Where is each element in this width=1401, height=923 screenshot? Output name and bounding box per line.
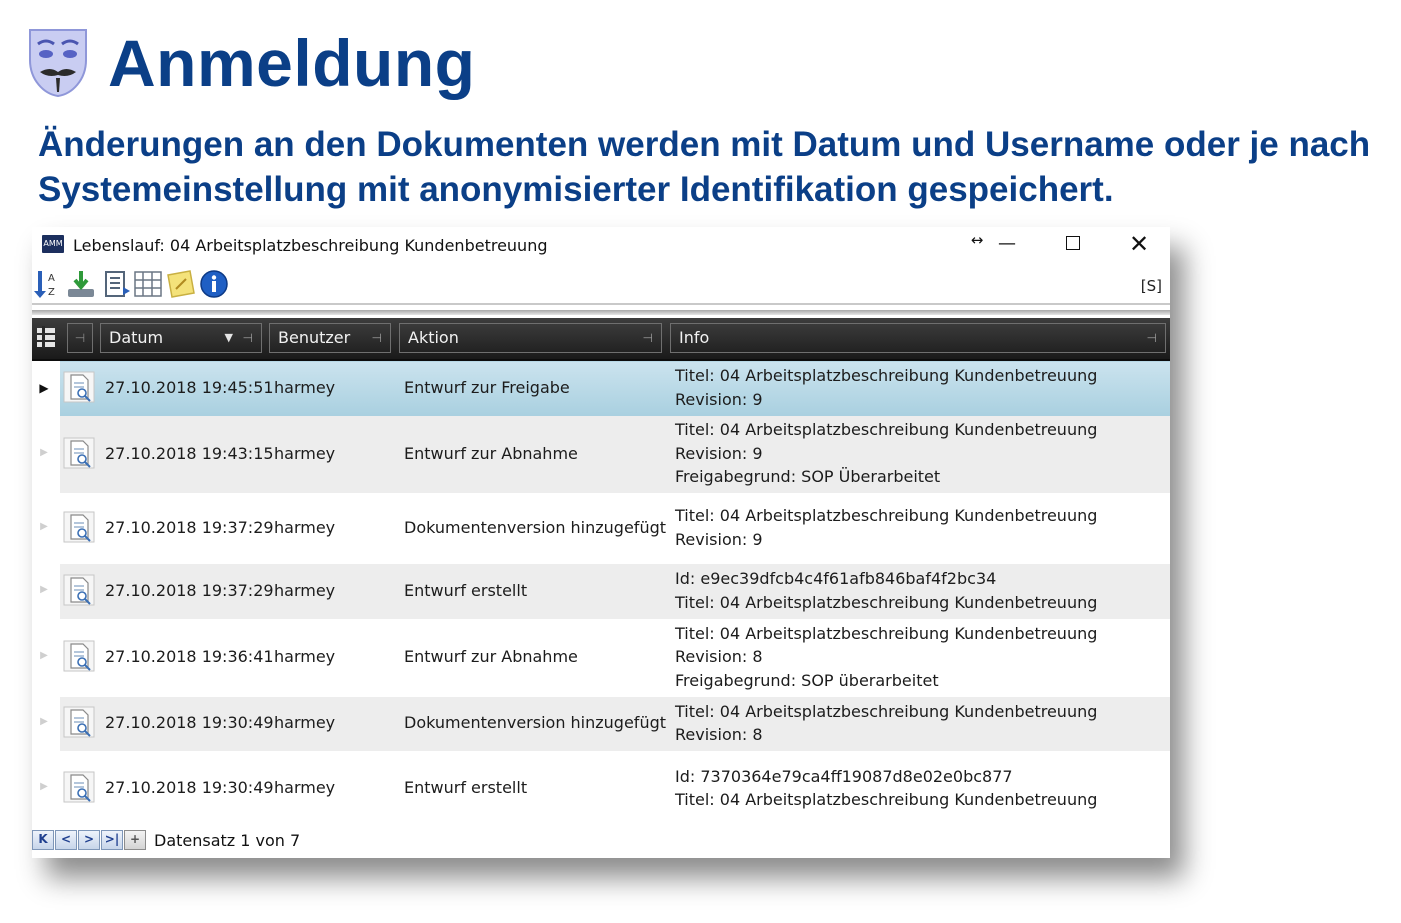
info-line: Titel: 04 Arbeitsplatzbeschreibung Kundenbetreuung [675,790,1098,809]
table-row[interactable] [32,697,1170,751]
column-header-datum[interactable] [100,323,262,353]
cell-info [675,504,1097,551]
cell-user: harmey [274,647,336,666]
info-line: Titel: 04 Arbeitsplatzbeschreibung Kundenbetreuung [675,420,1098,440]
record-navigator [32,827,1170,858]
info-line: Titel: 04 Arbeitsplatzbeschreibung Kundenbetreuung [675,592,1098,612]
cell-date: 27.10.2018 19:43:15 [105,443,274,463]
cell-info [675,418,1097,489]
history-window [32,227,1170,858]
previous-record-button[interactable]: < [55,830,77,850]
info-line: Freigabegrund: SOP überarbeitet [675,670,939,690]
info-line: Revision: 8 [675,647,763,667]
cell-user: harmey [274,377,336,397]
info-line: Titel: 04 Arbeitsplatzbeschreibung Kundenbetreuung [675,623,1098,643]
row-indicator-icon: ▶ [40,781,48,792]
maximize-button[interactable] [1050,227,1096,261]
table-row[interactable] [32,619,1170,697]
info-line: Titel: 04 Arbeitsplatzbeschreibung Kundenbetreuung [675,366,1098,385]
document-history-icon [63,706,95,738]
cell-info [675,700,1097,747]
column-header-aktion-label: Aktion [408,328,459,347]
column-header-info-label: Info [679,328,710,347]
cell-date: 27.10.2018 19:45:51 [105,377,274,397]
table-row[interactable] [32,564,1170,619]
cell-user: harmey [274,778,336,797]
cell-action: Entwurf erstellt [404,778,528,797]
pin-icon[interactable]: ⊣ [642,331,653,345]
next-record-button[interactable]: > [78,830,100,850]
grid-header [32,318,1170,361]
table-row[interactable] [32,493,1170,564]
close-button[interactable]: ✕ [1128,230,1150,258]
cell-info [675,622,1097,693]
row-indicator-icon: ▶ [40,583,48,595]
row-indicator-icon: ▶ [40,446,48,458]
cell-action: Entwurf erstellt [404,580,528,600]
sort-az-icon[interactable] [32,269,62,299]
window-titlebar[interactable] [32,227,1170,265]
column-header-info[interactable] [670,323,1166,353]
info-line: Revision: 9 [675,389,763,409]
document-history-icon [63,574,95,606]
svg-text:Z: Z [48,287,55,298]
table-row[interactable] [32,416,1170,493]
document-history-icon [63,640,95,672]
cell-date: 27.10.2018 19:37:29 [105,580,274,600]
maximize-icon [1066,236,1080,250]
toolbar [32,265,1170,303]
anonymous-mask-logo-icon [26,26,90,98]
info-icon[interactable] [199,269,229,299]
note-icon[interactable] [166,269,196,299]
cell-user: harmey [274,713,336,732]
info-line: Revision: 9 [675,529,763,549]
cell-user: harmey [274,580,336,600]
download-icon[interactable] [66,269,96,299]
cell-action: Entwurf zur Abnahme [404,443,578,463]
cell-info [675,765,1097,812]
document-history-icon [63,437,95,469]
info-line: Id: e9ec39dfcb4c4f61afb846baf4f2bc34 [675,569,997,588]
cell-action: Dokumentenversion hinzugefügt [404,517,667,537]
info-line: Revision: 8 [675,725,763,744]
toolbar-separator [32,303,1170,315]
row-indicator-icon: ▶ [40,520,48,532]
document-list-icon[interactable] [102,269,132,299]
table-row[interactable] [32,751,1170,827]
document-history-icon [63,511,95,543]
column-header-datum-label: Datum [109,328,164,347]
cell-info [675,567,1097,614]
row-indicator-icon: ▶ [40,716,48,727]
column-chooser-icon[interactable] [36,326,56,348]
pin-icon[interactable]: ⊣ [242,331,253,345]
cell-date: 27.10.2018 19:30:49 [105,778,274,797]
cell-user: harmey [274,517,336,537]
record-status: Datensatz 1 von 7 [154,831,301,850]
cell-date: 27.10.2018 19:37:29 [105,517,274,537]
minimize-button[interactable]: — [998,233,1016,254]
last-record-button[interactable]: >| [101,830,123,850]
info-line: Titel: 04 Arbeitsplatzbeschreibung Kundenbetreuung [675,701,1098,721]
column-header-benutzer-label: Benutzer [278,328,351,347]
group-expander[interactable]: ⊣ [67,323,93,353]
column-header-benutzer[interactable] [269,323,391,353]
column-header-aktion[interactable] [399,323,662,353]
table-row[interactable] [32,361,1170,416]
page-title: Anmeldung [108,26,476,100]
cell-action: Entwurf zur Freigabe [404,377,570,397]
cell-user: harmey [274,443,336,463]
info-line: Titel: 04 Arbeitsplatzbeschreibung Kundenbetreuung [675,506,1098,525]
cell-date: 27.10.2018 19:36:41 [105,647,274,666]
resize-icon[interactable]: ↔ [970,231,984,249]
grid-icon[interactable] [133,269,163,299]
current-row-indicator-icon: ▶ [39,380,49,395]
info-line: Freigabegrund: SOP Überarbeitet [675,467,941,487]
info-line: Id: 7370364e79ca4ff19087d8e02e0bc877 [675,766,1013,786]
page-subtitle: Änderungen an den Dokumenten werden mit Datum und Username oder je nach Systemeinstellung mit anonymisierter Identifikation gespeichert. [38,125,1371,209]
cell-info [675,364,1097,411]
info-line: Revision: 9 [675,443,763,463]
window-title: Lebenslauf: 04 Arbeitsplatzbeschreibung Kundenbetreuung [73,236,548,255]
svg-text:A: A [48,273,55,284]
cell-action: Entwurf zur Abnahme [404,647,578,666]
row-indicator-icon: ▶ [40,650,48,661]
add-record-button[interactable]: + [124,830,146,850]
document-history-icon [63,371,95,403]
cell-action: Dokumentenversion hinzugefügt [404,713,667,732]
pin-icon[interactable]: ⊣ [1146,331,1157,345]
cell-date: 27.10.2018 19:30:49 [105,713,274,732]
pin-icon[interactable]: ⊣ [371,331,382,345]
app-icon: AMM [42,235,64,253]
first-record-button[interactable]: K [32,830,54,850]
document-history-icon [63,771,95,803]
status-indicator: [S] [1140,277,1162,295]
sort-descending-icon[interactable]: ▼ [224,331,233,344]
